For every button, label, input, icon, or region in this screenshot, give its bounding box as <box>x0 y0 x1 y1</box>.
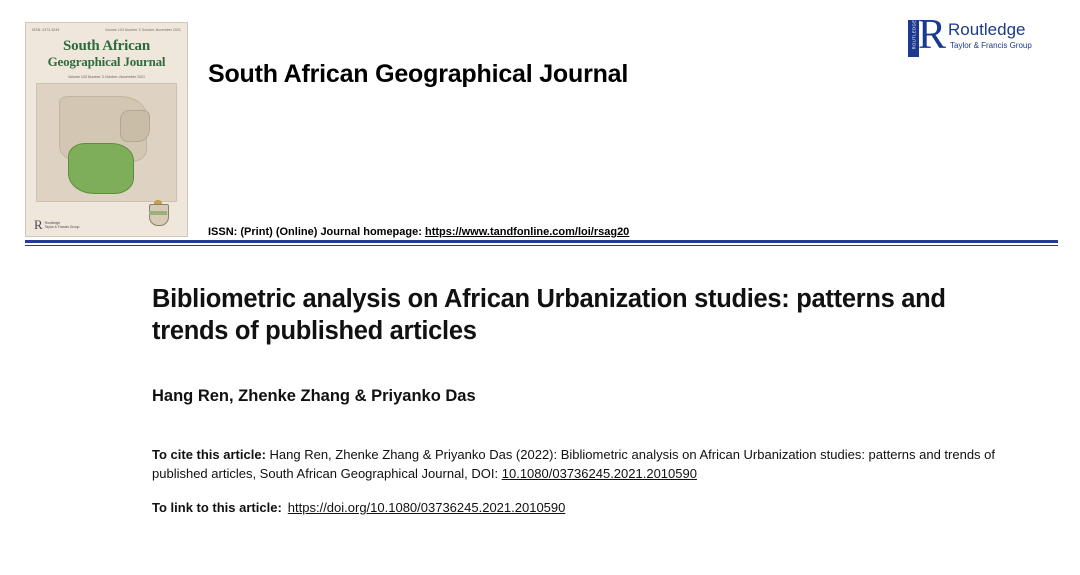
routledge-r-icon: R <box>34 217 43 232</box>
journal-title: South African Geographical Journal <box>208 60 629 88</box>
emblem-band <box>149 211 167 215</box>
article-authors: Hang Ren, Zhenke Zhang & Priyanko Das <box>152 387 476 405</box>
cite-text: Hang Ren, Zhenke Zhang & Priyanko Das (2022): Bibliometric analysis on African Urbanization studies: patterns and trends of published articles, South African Geographical Journal, DOI: <box>152 447 996 481</box>
cover-title <box>26 39 187 69</box>
article-title: Bibliometric analysis on African Urbanization studies: patterns and trends of published articles <box>152 285 946 345</box>
doi-link[interactable]: https://doi.org/10.1080/03736245.2021.2010590 <box>287 500 566 515</box>
cover-title-line2: Geographical Journal <box>47 54 166 69</box>
society-emblem-icon <box>143 200 173 232</box>
emblem-shield <box>149 204 169 226</box>
journal-cover-image <box>25 22 188 237</box>
header-rule-thin <box>25 245 1058 246</box>
map-region-east <box>120 110 150 142</box>
routledge-r-mark-icon: R <box>918 12 947 58</box>
article-block <box>152 283 1020 515</box>
header-rule-thick <box>25 240 1058 243</box>
routledge-logo <box>908 12 1058 60</box>
routledge-name: Routledge <box>948 20 1026 39</box>
doi-link-label: To link to this article: <box>152 500 282 515</box>
cover-title-line1: South African <box>63 38 150 54</box>
map-region-south-africa <box>68 143 134 194</box>
citation-block <box>152 445 1020 483</box>
cite-doi-link[interactable]: 10.1080/03736245.2021.2010590 <box>501 466 697 481</box>
cite-label: To cite this article: <box>152 447 266 462</box>
cover-publisher-logo <box>34 219 79 230</box>
doi-link-block <box>152 500 1020 515</box>
cover-map-graphic <box>36 83 177 202</box>
cover-issn-small: ISSN: 0373-6245 <box>32 28 60 32</box>
cover-publisher-sub: Taylor & Francis Group <box>44 224 80 229</box>
issn-label: ISSN: (Print) (Online) Journal homepage: <box>208 226 422 238</box>
journal-homepage-link[interactable]: https://www.tandfonline.com/loi/rsag20 <box>424 226 630 238</box>
cover-volume-line: Volume 103 Number 3 October–November 2021 <box>67 75 146 79</box>
cover-publisher-name: Routledge <box>44 220 61 225</box>
routledge-spine-text: ROUTLEDGE <box>911 19 917 50</box>
cover-volume-small: Volume 103 Number 3 October-November 2021 <box>105 28 181 32</box>
cover-topline <box>32 28 181 32</box>
journal-masthead <box>0 0 1080 243</box>
issn-homepage-line <box>208 226 629 238</box>
routledge-sub: Taylor & Francis Group <box>950 41 1032 50</box>
